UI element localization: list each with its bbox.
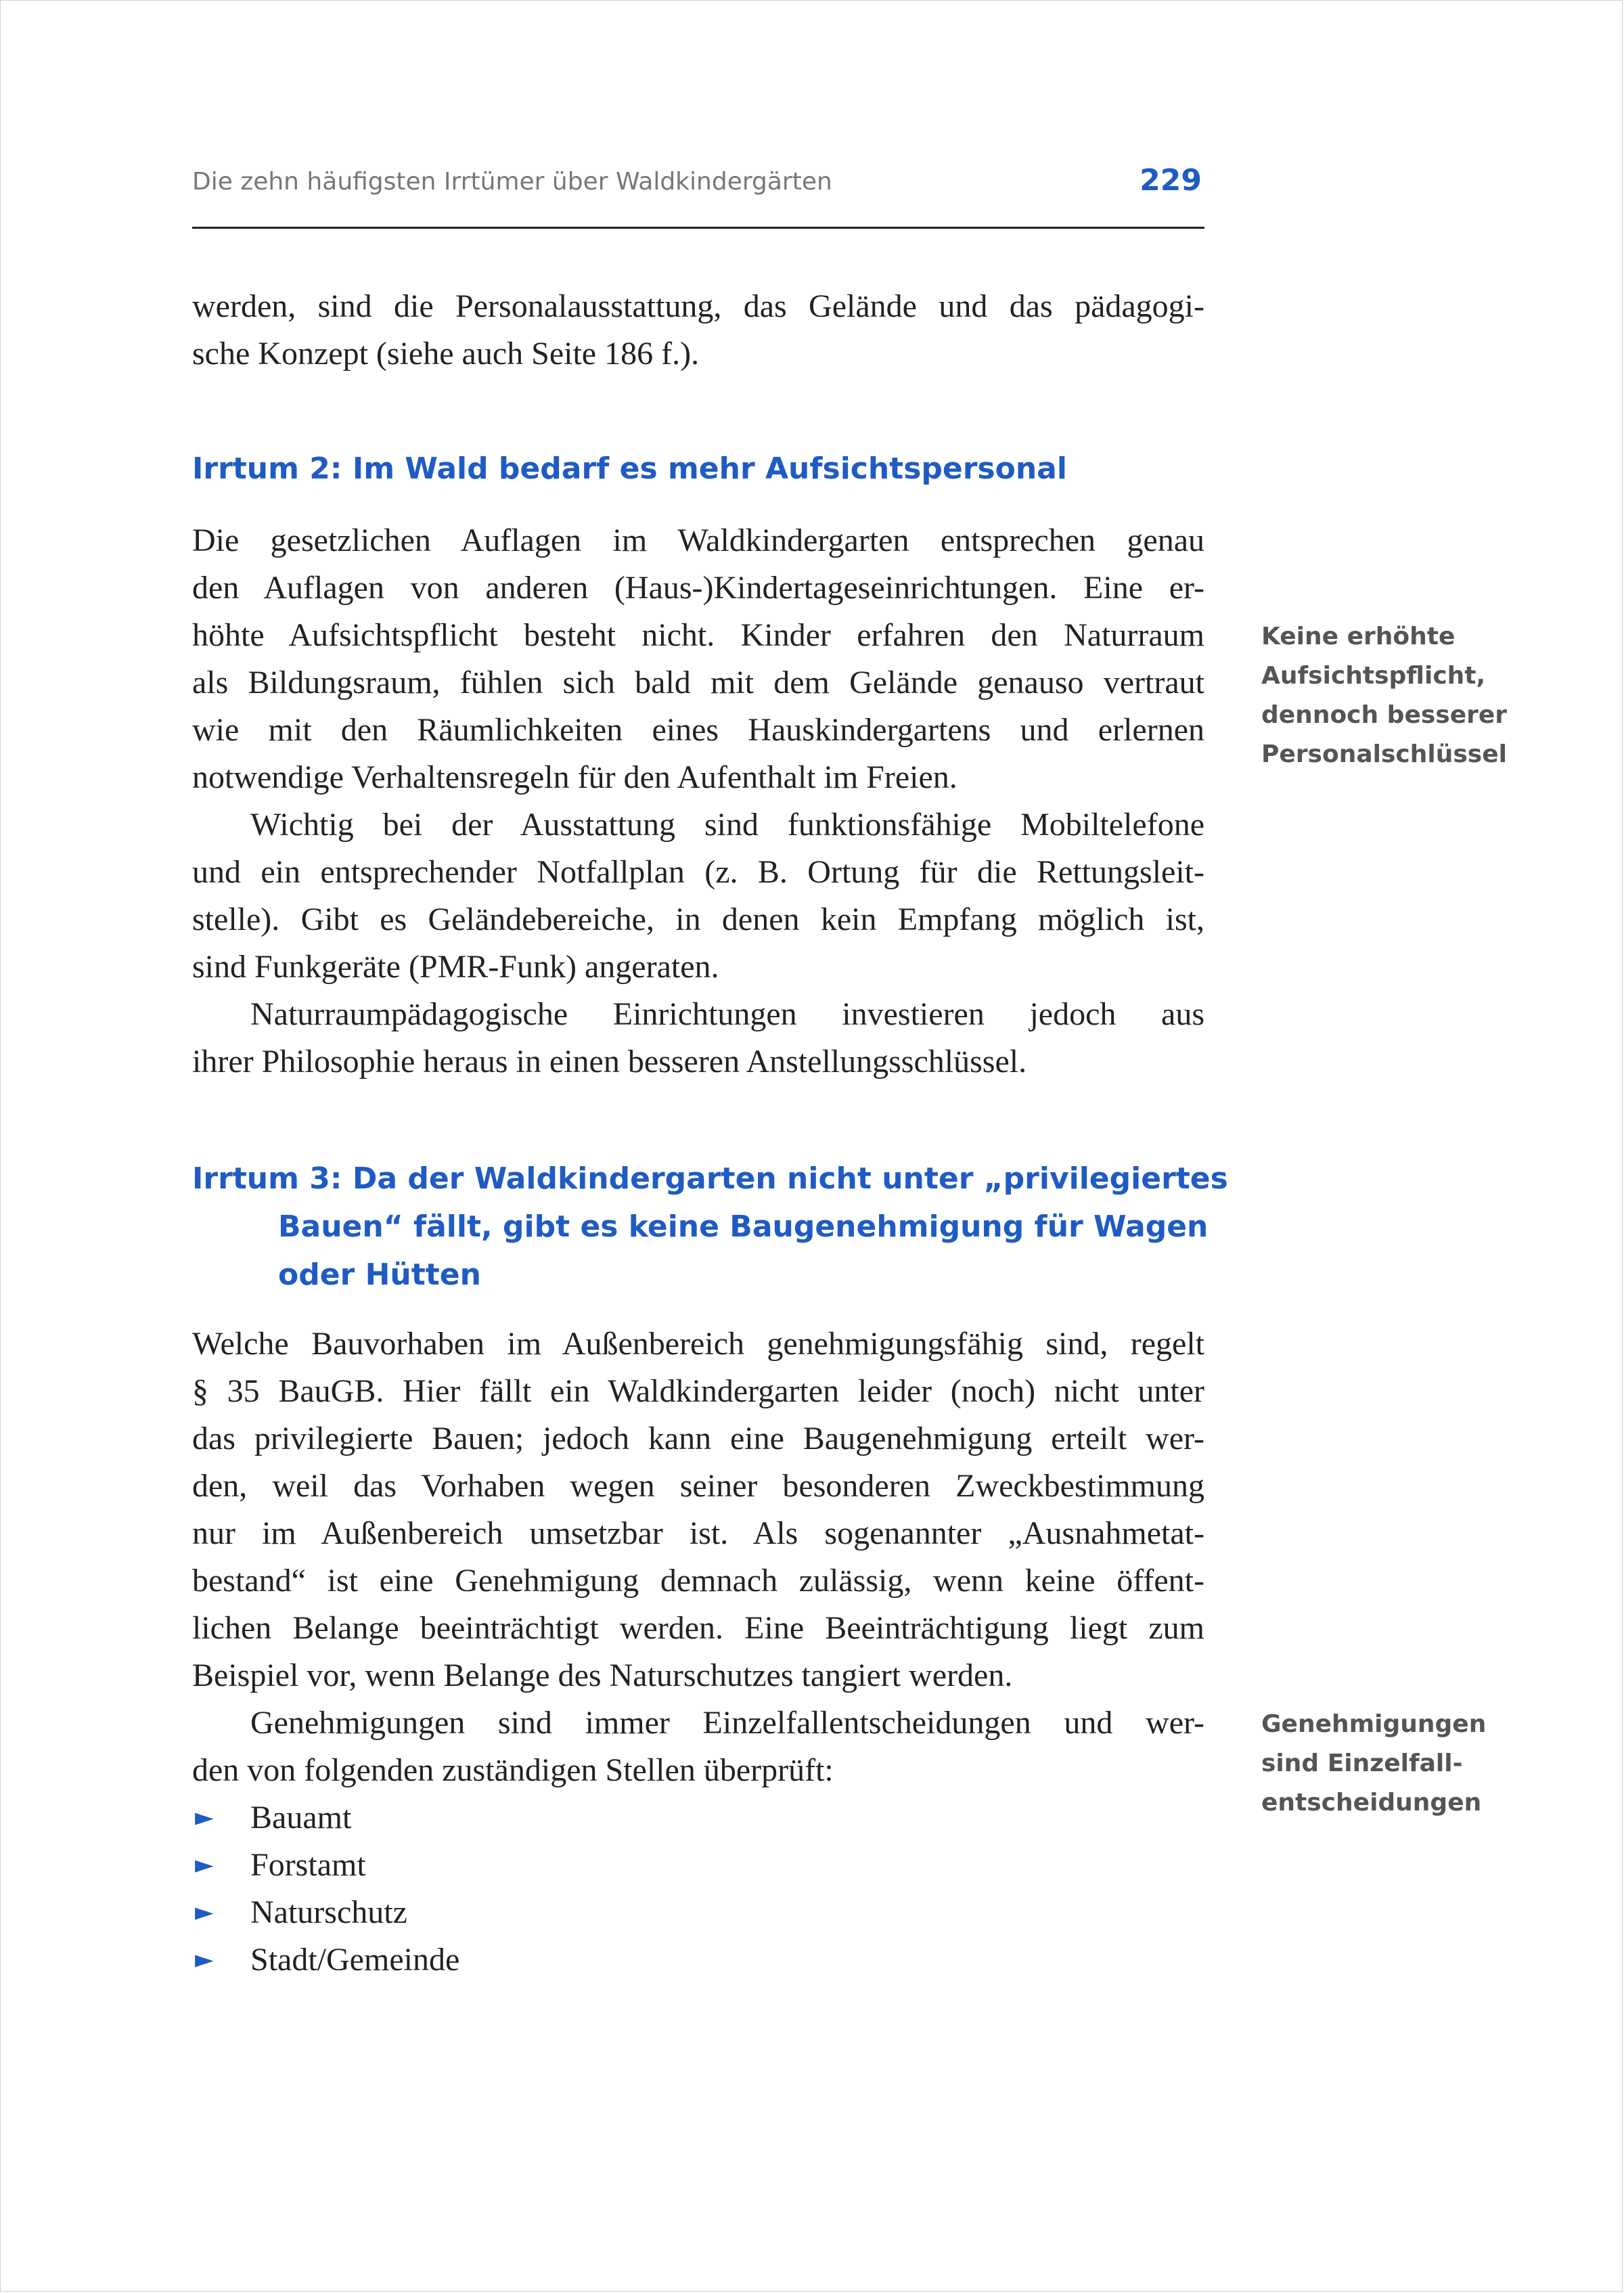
text-line: Welche Bauvorhaben im Außenbereich genehmigungsfähig sind, regelt [192, 1326, 1204, 1362]
running-header-title: Die zehn häufigsten Irrtümer über Waldkindergärten [192, 168, 832, 196]
text-line: und ein entsprechender Notfallplan (z. B. Ortung für die Rettungsleit- [192, 854, 1204, 890]
section-2-body [192, 517, 1204, 1086]
heading-line: Irrtum 3: Da der Waldkindergarten nicht unter „privilegiertes [192, 1161, 1228, 1196]
text-line: stelle). Gibt es Geländebereiche, in denen kein Empfang möglich ist, [192, 901, 1204, 937]
triangle-bullet-icon: ► [195, 1804, 214, 1831]
header-divider [192, 227, 1204, 229]
intro-paragraph [192, 283, 1204, 378]
text-line: Naturraumpädagogische Einrichtungen investieren jedoch aus [250, 996, 1204, 1032]
text-line: notwendige Verhaltensregeln für den Aufenthalt im Freien. [192, 759, 957, 795]
text-line: wie mit den Räumlichkeiten eines Hauskindergartens und erlernen [192, 712, 1204, 748]
text-line: als Bildungsraum, fühlen sich bald mit dem Gelände genauso vertraut [192, 665, 1204, 700]
text-line: den Auflagen von anderen (Haus-)Kindertageseinrichtungen. Eine er- [192, 570, 1204, 606]
section-heading-irrtum-3 [192, 1155, 1228, 1299]
text-line: sind Funkgeräte (PMR-Funk) angeraten. [192, 949, 719, 985]
page-number: 229 [1140, 163, 1202, 198]
margin-note-line: sind Einzelfall- [1261, 1750, 1463, 1777]
heading-line: oder Hütten [278, 1257, 481, 1292]
text-line: § 35 BauGB. Hier fällt ein Waldkindergarten leider (noch) nicht unter [192, 1373, 1204, 1409]
list-item [192, 1889, 1204, 1936]
list-item-label: Naturschutz [250, 1894, 407, 1930]
margin-note-genehmigungen [1261, 1705, 1573, 1823]
list-item [192, 1936, 1204, 1984]
text-line: bestand“ ist eine Genehmigung demnach zulässig, wenn keine öffent- [192, 1563, 1204, 1599]
margin-note-line: dennoch besserer [1261, 701, 1508, 729]
text-line: Beispiel vor, wenn Belange des Naturschutzes tangiert werden. [192, 1657, 1013, 1693]
list-item-label: Bauamt [250, 1800, 352, 1835]
text-line: den, weil das Vorhaben wegen seiner besonderen Zweckbestimmung [192, 1468, 1204, 1504]
margin-note-line: Aufsichtspflicht, [1261, 662, 1486, 690]
triangle-bullet-icon: ► [195, 1946, 214, 1974]
text-line: nur im Außenbereich umsetzbar ist. Als sogenannter „Ausnahmetat- [192, 1515, 1204, 1551]
list-item-label: Stadt/Gemeinde [250, 1942, 460, 1978]
triangle-bullet-icon: ► [195, 1851, 214, 1879]
margin-note-line: Genehmigungen [1261, 1710, 1487, 1738]
heading-line: Bauen“ fällt, gibt es keine Baugenehmigung für Wagen [278, 1209, 1209, 1244]
margin-note-line: Personalschlüssel [1261, 740, 1507, 768]
text-line: ihrer Philosophie heraus in einen besseren Anstellungsschlüssel. [192, 1044, 1027, 1079]
text-line: Genehmigungen sind immer Einzelfallentscheidungen und wer- [250, 1705, 1204, 1741]
text-line: das privilegierte Bauen; jedoch kann eine Baugenehmigung erteilt wer- [192, 1421, 1204, 1456]
margin-note-line: Keine erhöhte [1261, 623, 1456, 650]
text-line: höhte Aufsichtspflicht besteht nicht. Kinder erfahren den Naturraum [192, 617, 1204, 653]
text-line: sche Konzept (siehe auch Seite 186 f.). [192, 336, 700, 372]
margin-note-aufsichtspflicht [1261, 617, 1573, 774]
text-line: Wichtig bei der Ausstattung sind funktionsfähige Mobiltelefone [250, 807, 1204, 843]
triangle-bullet-icon: ► [195, 1898, 214, 1926]
list-item-label: Forstamt [250, 1847, 366, 1883]
text-line: den von folgenden zuständigen Stellen überprüft: [192, 1752, 834, 1788]
text-line: werden, sind die Personalausstattung, das Gelände und das pädagogi- [192, 288, 1204, 324]
text-line: Die gesetzlichen Auflagen im Waldkindergarten entsprechen genau [192, 522, 1204, 558]
text-line: lichen Belange beeinträchtigt werden. Eine Beeinträchtigung liegt zum [192, 1610, 1204, 1646]
section-3-body [192, 1320, 1204, 1794]
list-item [192, 1842, 1204, 1889]
margin-note-line: entscheidungen [1261, 1789, 1482, 1817]
section-heading-irrtum-2: Irrtum 2: Im Wald bedarf es mehr Aufsichtspersonal [192, 451, 1067, 486]
authority-list [192, 1794, 1204, 1984]
list-item [192, 1794, 1204, 1842]
